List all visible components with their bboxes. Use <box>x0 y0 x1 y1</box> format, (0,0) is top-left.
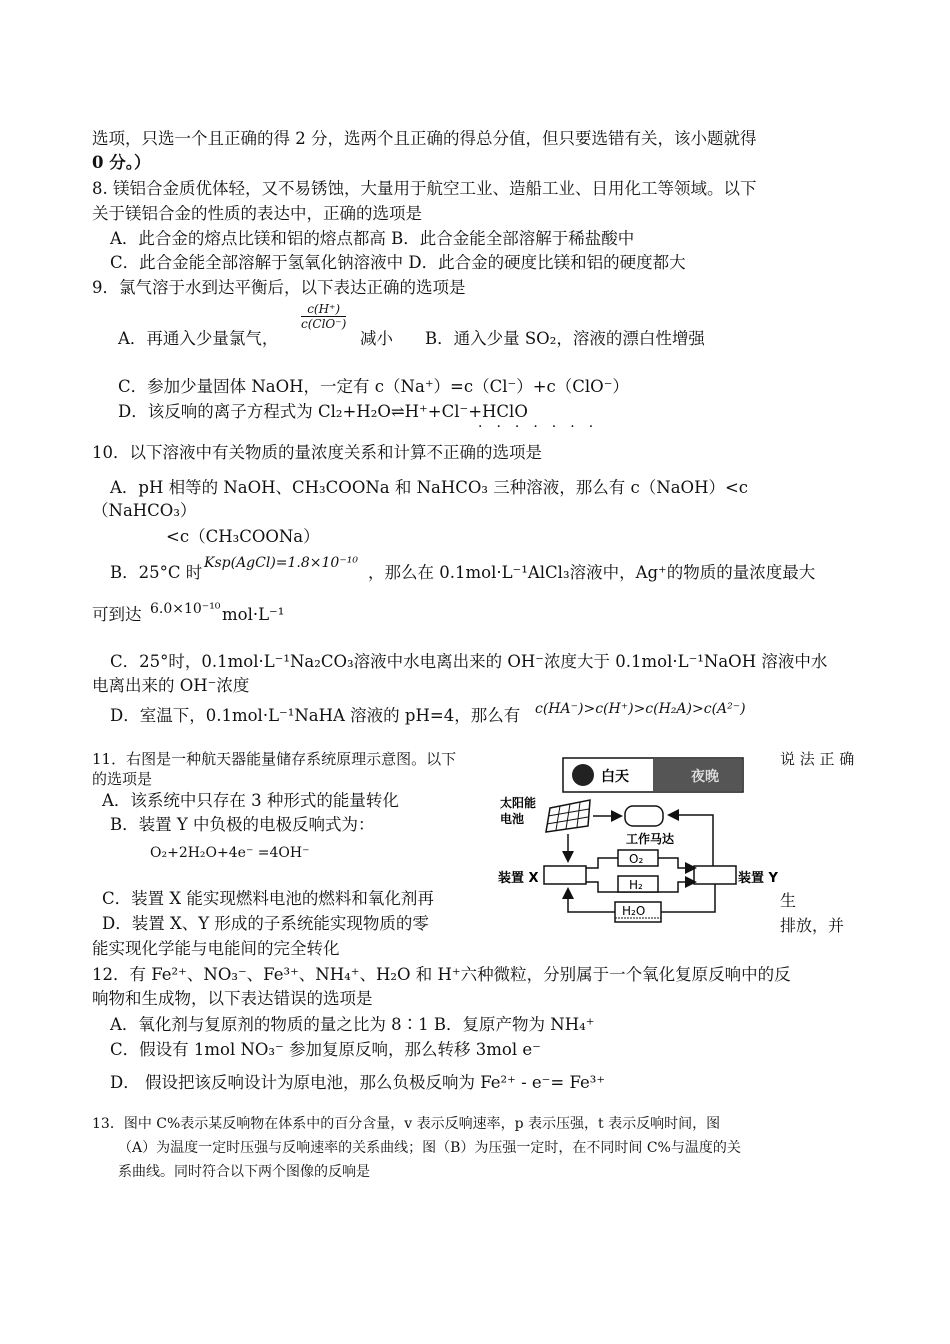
device-x <box>544 866 586 884</box>
q12-option-c: C．假设有 1mol NO₃⁻ 参加复原反响，那么转移 3mol e⁻ <box>110 1040 541 1059</box>
device-y-label: 装置 Y <box>738 871 778 886</box>
q10-stem: 10．以下溶液中有关物质的量浓度关系和计算不正确的选项是 <box>92 443 542 462</box>
intro-line-1: 选项，只选一个且正确的得 2 分，选两个且正确的得总分值，但只要选错有关，该小题就得 <box>92 129 757 148</box>
q11-option-c: C．装置 X 能实现燃料电池的燃料和氧化剂再 <box>102 889 434 908</box>
q10-option-d-prefix: D．室温下，0.1mol·L⁻¹NaHA 溶液的 pH=4，那么有 <box>110 706 521 725</box>
q11-option-d-line-2: 能实现化学能与电能间的完全转化 <box>92 939 340 958</box>
night-label: 夜晚 <box>691 769 719 785</box>
intro-line-2: 0 分。） <box>92 153 151 172</box>
q10-option-a-line-2: （NaHCO₃） <box>92 501 197 520</box>
emphasis-dots: ······· <box>478 419 608 435</box>
q9-option-a-prefix: A．再通入少量氯气， <box>118 329 279 348</box>
q11-stem-2: 的选项是 <box>92 770 153 788</box>
q11-option-d-right: 排放，并 <box>780 916 845 935</box>
o2-label: O₂ <box>629 852 644 866</box>
q9-fraction-denominator: c(ClO⁻) <box>301 317 347 331</box>
q9-stem: 9．氯气溶于水到达平衡后，以下表达正确的选项是 <box>92 278 466 297</box>
q13-line-2: （A）为温度一定时压强与反响速率的关系曲线；图（B）为压强一定时，在不同时间 C%与温度的关 <box>118 1140 741 1156</box>
q13-line-3: 系曲线。同时符合以下两个图像的反响是 <box>118 1164 370 1180</box>
sun-icon <box>572 764 594 786</box>
q10-option-c-line-1: C．25°时，0.1mol·L⁻¹Na₂CO₃溶液中水电离出来的 OH⁻浓度大于 0.1mol·L⁻¹NaOH 溶液中水 <box>110 652 828 671</box>
q10-option-d-expression: c(HA⁻)>c(H⁺)>c(H₂A)>c(A²⁻) <box>535 701 746 717</box>
q11-option-c-right: 生 <box>780 891 797 910</box>
q12-option-d: D． 假设把该反响设计为原电池，那么负极反响为 Fe²⁺ - e⁻= Fe³⁺ <box>110 1073 606 1092</box>
device-x-label: 装置 X <box>498 871 539 886</box>
motor-label: 工作马达 <box>626 832 675 846</box>
solar-panel-icon <box>546 800 590 832</box>
device-y <box>694 866 736 884</box>
q10-option-a-line-3: <c（CH₃COONa） <box>166 527 320 546</box>
q10-option-c-line-2: 电离出来的 OH⁻浓度 <box>92 676 250 695</box>
q10-option-b-unit: mol·L⁻¹ <box>222 605 285 624</box>
day-label: 白天 <box>601 769 629 785</box>
arrow-y-to-motor <box>670 815 713 868</box>
q11-stem-1-right: 说 法 正 确 <box>780 750 855 768</box>
q12-options-ab: A．氧化剂与复原剂的物质的量之比为 8∶1 B．复原产物为 NH₄⁺ <box>110 1015 595 1034</box>
q11-option-d: D．装置 X、Y 形成的子系统能实现物质的零 <box>102 914 429 933</box>
h2-label: H₂ <box>629 878 643 892</box>
q10-ksp-expression: Ksp(AgCl)=1.8×10⁻¹⁰ <box>204 555 358 571</box>
h2o-label: H₂O <box>622 904 646 918</box>
q9-option-d: D．该反响的离子方程式为 Cl₂+H₂O⇌H⁺+Cl⁻+HClO <box>118 402 528 421</box>
q8-stem-1: 8. 镁铝合金质优体轻，又不易锈蚀，大量用于航空工业、造船工业、日用化工等领域。以下 <box>92 179 757 198</box>
q10-option-a-line-1: A．pH 相等的 NaOH、CH₃COONa 和 NaHCO₃ 三种溶液，那么有 c（NaOH）<c <box>110 478 749 497</box>
solar-label-1: 太阳能 <box>500 796 537 810</box>
q9-option-b: B．通入少量 SO₂，溶液的漂白性增强 <box>425 329 705 348</box>
q10-option-b-suffix: ，那么在 0.1mol·L⁻¹AlCl₃溶液中，Ag⁺的物质的量浓度最大 <box>368 563 816 582</box>
q8-stem-2: 关于镁铝合金的性质的表达中，正确的选项是 <box>92 204 422 223</box>
q13-line-1: 13．图中 C%表示某反响物在体系中的百分含量，v 表示反响速率，p 表示压强，t 表示反响时间，图 <box>92 1116 721 1132</box>
q9-fraction <box>301 302 346 331</box>
q10-option-b-line-2-prefix: 可到达 <box>92 605 142 624</box>
solar-label-2: 电池 <box>500 812 525 826</box>
q12-stem-1: 12．有 Fe²⁺、NO₃⁻、Fe³⁺、NH₄⁺、H₂O 和 H⁺六种微粒，分别属于一个氧化复原反响中的反 <box>92 965 791 984</box>
q11-option-b-equation: O₂+2H₂O+4e⁻ =4OH⁻ <box>150 845 310 861</box>
q12-stem-2: 响物和生成物，以下表达错误的选项是 <box>92 989 373 1008</box>
q9-fraction-numerator: c(H⁺) <box>301 302 346 317</box>
q11-option-b: B．装置 Y 中负极的电极反响式为： <box>110 815 375 834</box>
q9-option-c: C．参加少量固体 NaOH，一定有 c（Na⁺）=c（Cl⁻）+c（ClO⁻） <box>118 377 629 396</box>
motor-icon <box>625 806 663 826</box>
q8-options-cd: C．此合金能全部溶解于氢氧化钠溶液中 D．此合金的硬度比镁和铝的硬度都大 <box>110 253 686 272</box>
q8-options-ab: A．此合金的熔点比镁和铝的熔点都高 B．此合金能全部溶解于稀盐酸中 <box>110 229 635 248</box>
q10-option-b-prefix: B．25°C 时 <box>110 563 203 582</box>
q11-stem-1: 11．右图是一种航天器能量储存系统原理示意图。以下 <box>92 750 457 768</box>
energy-storage-diagram <box>498 750 778 930</box>
q9-option-a-suffix: 减小 <box>360 329 393 348</box>
q10-option-b-value: 6.0×10⁻¹⁰ <box>150 601 221 617</box>
q11-option-a: A．该系统中只存在 3 种形式的能量转化 <box>102 791 399 810</box>
